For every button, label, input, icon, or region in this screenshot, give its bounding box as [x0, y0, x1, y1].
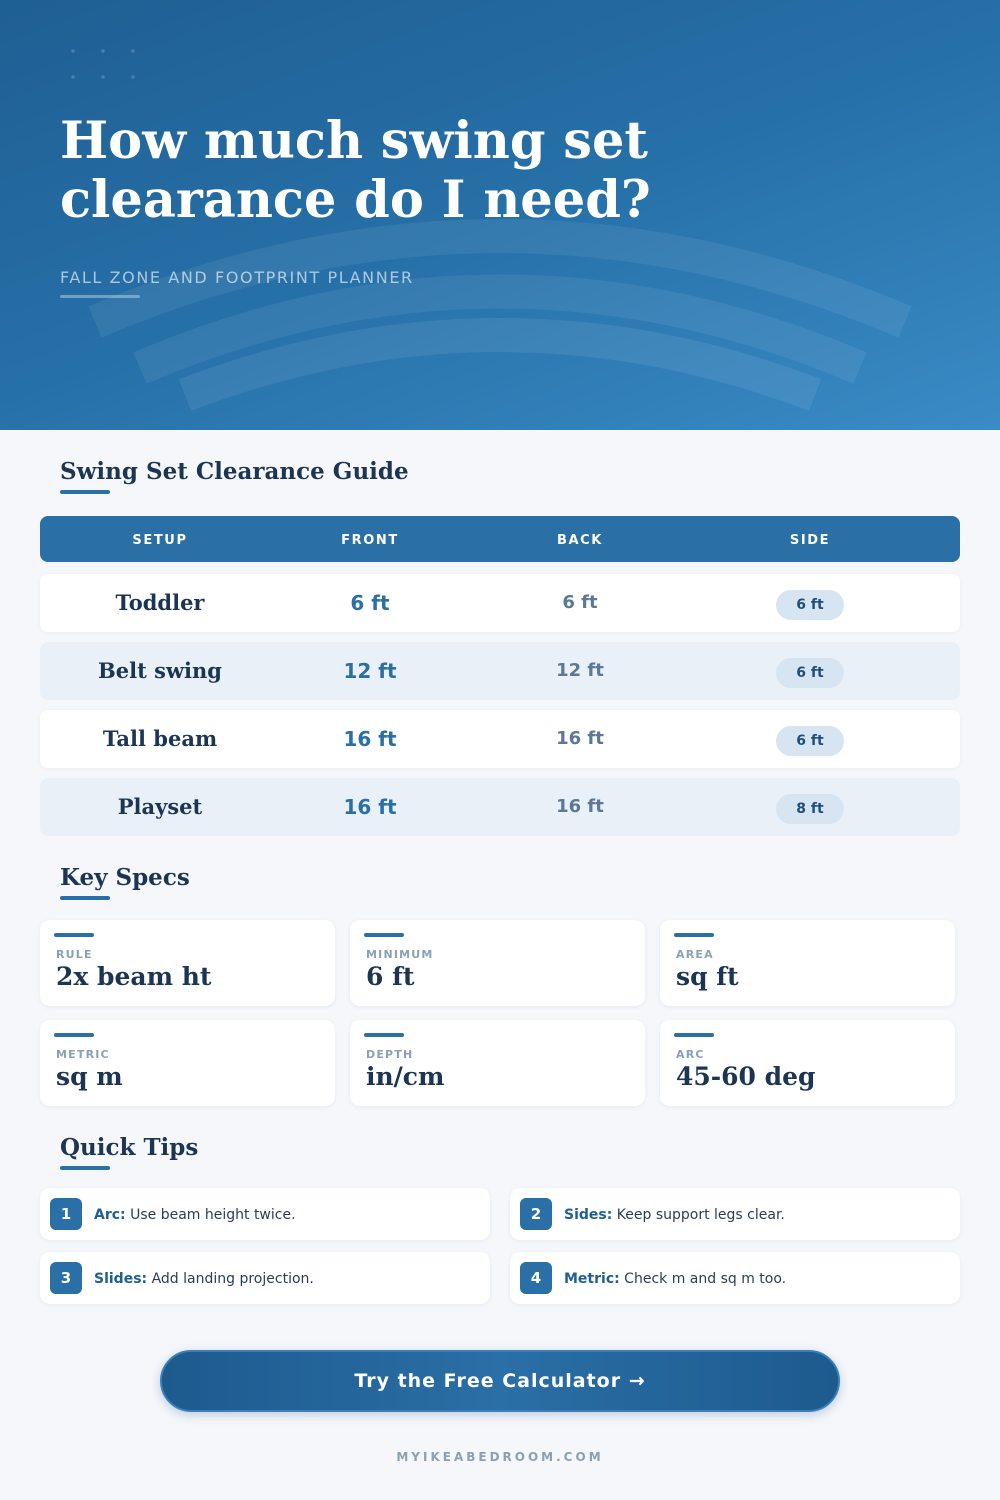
table-row — [40, 574, 960, 632]
hero-banner — [0, 0, 1000, 430]
tip-keyword: Sides: — [564, 1207, 613, 1223]
subtitle-underline — [60, 295, 140, 298]
spec-value: in/cm — [366, 1062, 445, 1091]
tip-card — [40, 1188, 490, 1240]
cell-back: 6 ft — [562, 592, 598, 613]
spec-label: MINIMUM — [366, 948, 434, 961]
spec-card — [660, 1020, 955, 1106]
cell-setup: Playset — [117, 794, 203, 819]
cell-setup: Tall beam — [102, 726, 218, 751]
spec-card — [40, 920, 335, 1006]
cell-back: 12 ft — [556, 660, 604, 681]
spec-accent-bar — [364, 1033, 404, 1037]
footer-site-name: MYIKEABEDROOM.COM — [396, 1450, 604, 1464]
page-title-line-2: clearance do I need? — [60, 170, 651, 230]
spec-card — [350, 1020, 645, 1106]
side-badge: 8 ft — [776, 794, 844, 824]
tip-number-badge: 3 — [50, 1262, 82, 1294]
tip-keyword: Metric: — [564, 1271, 620, 1287]
table-row — [40, 710, 960, 768]
spec-value: 45-60 deg — [676, 1062, 816, 1091]
spec-card — [40, 1020, 335, 1106]
guide-heading: Swing Set Clearance Guide — [60, 458, 409, 485]
cell-back: 16 ft — [556, 796, 604, 817]
free-calculator-button[interactable]: Try the Free Calculator → — [160, 1350, 840, 1412]
tip-text — [94, 1188, 296, 1240]
tip-card — [40, 1252, 490, 1304]
spec-label: AREA — [676, 948, 714, 961]
column-header-back: BACK — [557, 533, 603, 548]
tip-description: Check m and sq m too. — [619, 1271, 787, 1287]
cell-front: 6 ft — [350, 591, 390, 615]
spec-accent-bar — [674, 933, 714, 937]
tip-text — [564, 1252, 786, 1304]
spec-label: DEPTH — [366, 1048, 414, 1061]
spec-label: METRIC — [56, 1048, 110, 1061]
column-header-side: SIDE — [789, 533, 831, 548]
table-header — [40, 516, 960, 562]
cell-setup: Toddler — [115, 590, 205, 615]
specs-heading-bar — [60, 896, 110, 900]
side-badge: 6 ft — [776, 658, 844, 688]
cell-back: 16 ft — [556, 728, 604, 749]
tip-number-badge: 1 — [50, 1198, 82, 1230]
column-header-setup: SETUP — [132, 533, 188, 548]
guide-heading-bar — [60, 490, 110, 494]
specs-heading: Key Specs — [60, 864, 190, 891]
tips-heading-bar — [60, 1166, 110, 1170]
tip-number-badge: 4 — [520, 1262, 552, 1294]
spec-accent-bar — [364, 933, 404, 937]
tip-number-badge: 2 — [520, 1198, 552, 1230]
column-header-front: FRONT — [341, 533, 399, 548]
cell-setup: Belt swing — [98, 658, 222, 683]
spec-label: ARC — [676, 1048, 705, 1061]
page-title — [60, 112, 760, 230]
spec-value: sq m — [56, 1062, 123, 1091]
spec-label: RULE — [56, 948, 93, 961]
tip-description: Add landing projection. — [147, 1271, 314, 1287]
cell-front: 16 ft — [343, 795, 397, 819]
spec-card — [350, 920, 645, 1006]
cell-front: 16 ft — [343, 727, 397, 751]
tip-description: Use beam height twice. — [125, 1207, 296, 1223]
side-badge: 6 ft — [776, 590, 844, 620]
tip-text — [94, 1252, 314, 1304]
spec-accent-bar — [54, 1033, 94, 1037]
spec-value: 2x beam ht — [56, 962, 212, 991]
spec-value: 6 ft — [366, 962, 415, 991]
cell-front: 12 ft — [343, 659, 397, 683]
tip-description: Keep support legs clear. — [612, 1207, 785, 1223]
table-row — [40, 778, 960, 836]
page-subtitle: FALL ZONE AND FOOTPRINT PLANNER — [60, 268, 414, 287]
spec-accent-bar — [54, 933, 94, 937]
tip-keyword: Slides: — [94, 1271, 148, 1287]
spec-value: sq ft — [676, 962, 739, 991]
table-row — [40, 642, 960, 700]
spec-accent-bar — [674, 1033, 714, 1037]
tips-heading: Quick Tips — [60, 1134, 199, 1161]
tip-card — [510, 1188, 960, 1240]
page-title-line-1: How much swing set — [60, 111, 648, 171]
tip-text — [564, 1188, 785, 1240]
side-badge: 6 ft — [776, 726, 844, 756]
tip-card — [510, 1252, 960, 1304]
spec-card — [660, 920, 955, 1006]
tip-keyword: Arc: — [94, 1207, 126, 1223]
